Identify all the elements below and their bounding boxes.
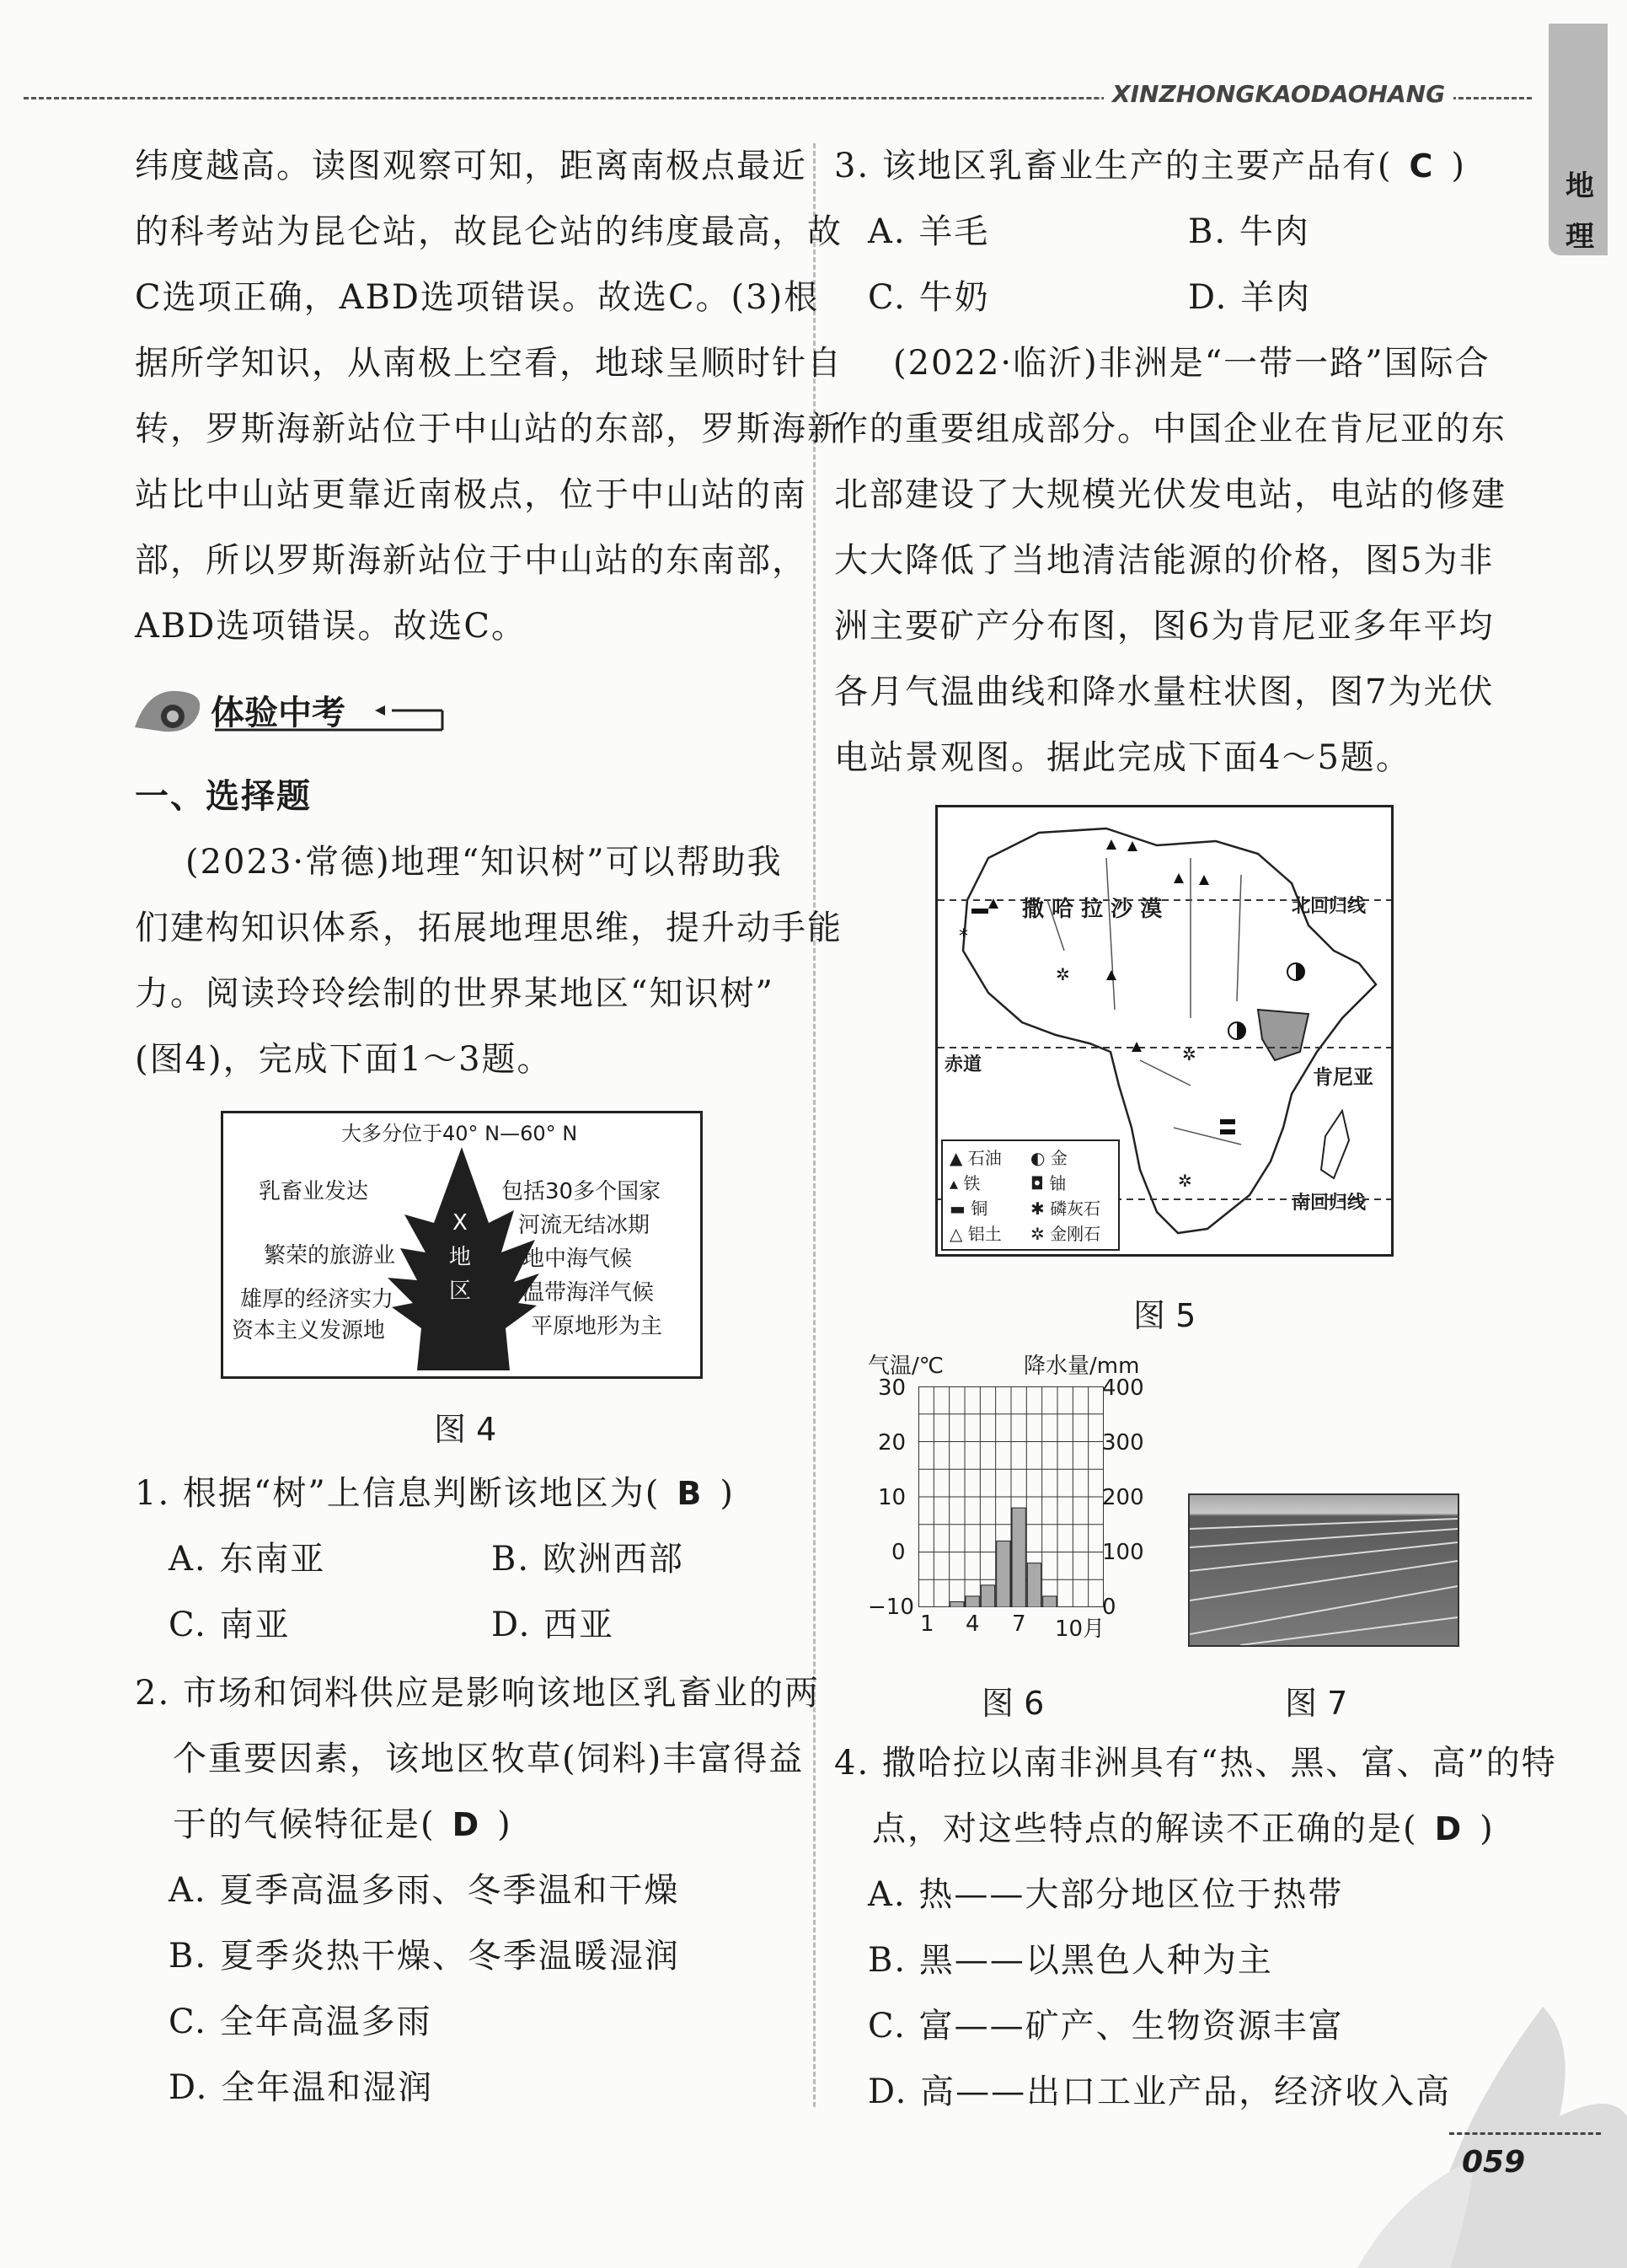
map-kenya-label: 肯尼亚 (1313, 1065, 1373, 1089)
footer-leaf-decoration (1324, 1990, 1627, 2268)
fig4-right-label: 河流无结冰期 (518, 1213, 650, 1238)
section-banner-title: 体验中考 (211, 694, 345, 732)
text-line: (图4)，完成下面1～3题。 (135, 1040, 553, 1079)
text-line: 洲主要矿产分布图，图6为肯尼亚多年平均 (834, 607, 1495, 646)
fig6-right-axis-title: 降水量/mm (1024, 1354, 1140, 1379)
fig6-right-tick: 200 (1102, 1485, 1144, 1510)
precip-bar (981, 1585, 994, 1607)
map-equator: 赤道 (945, 1054, 982, 1075)
svg-text:✲: ✲ (1182, 1044, 1196, 1064)
fig6-caption: 图 6 (982, 1685, 1045, 1722)
fig4-right-label: 平原地形为主 (531, 1314, 663, 1339)
q3-option: A. 羊毛 (868, 212, 990, 251)
text-line: 电站景观图。据此完成下面4～5题。 (834, 738, 1411, 777)
fig4-left-label: 雄厚的经济实力 (240, 1287, 394, 1312)
text-line: 大大降低了当地清洁能源的价格，图5为非 (834, 541, 1495, 580)
text-line: ABD选项错误。故选C。 (135, 607, 527, 646)
text-line: 作的重要组成部分。中国企业在肯尼亚的东 (834, 410, 1507, 448)
fig6-x-tick: 7 (1012, 1611, 1026, 1637)
fig6-climate-chart (868, 1348, 1171, 1642)
legend-gold: ◐ 金 (1030, 1148, 1068, 1168)
fig5-caption: 图 5 (1133, 1297, 1196, 1334)
q2-option: C. 全年高温多雨 (169, 2003, 432, 2041)
fig6-x-tick: 10月 (1055, 1617, 1105, 1642)
fig4-right-label: 包括30多个国家 (501, 1179, 661, 1204)
q2-stem-text: 于的气候特征是( (173, 1805, 436, 1844)
q1-option: B. 欧洲西部 (491, 1540, 684, 1579)
precip-bar (1012, 1508, 1025, 1607)
fig6-left-tick: 10 (878, 1485, 907, 1510)
section-banner (131, 681, 451, 740)
precip-bar (950, 1601, 964, 1607)
q3-option: D. 羊肉 (1188, 278, 1312, 317)
q1-stem-text: 1. 根据“树”上信息判断该地区为( (135, 1474, 661, 1513)
fig4-caption: 图 4 (434, 1411, 497, 1448)
text-line: 纬度越高。读图观察可知，距离南极点最近 (135, 147, 807, 185)
precip-bar (1027, 1563, 1041, 1607)
text-line: 们建构知识体系，拓展地理思维，提升动手能 (135, 909, 843, 947)
q2-stem-line: 2. 市场和饲料供应是影响该地区乳畜业的两 (135, 1674, 820, 1713)
fig4-top-label: 大多分位于40° N—60° N (341, 1122, 578, 1145)
q3-close: ) (1451, 147, 1466, 185)
q4-answer: D (1434, 1810, 1464, 1847)
text-line: 北部建设了大规模光伏发电站，电站的修建 (834, 475, 1507, 514)
fig6-left-tick: −10 (868, 1595, 914, 1620)
fig7-caption: 图 7 (1285, 1685, 1348, 1722)
q3-stem (834, 143, 1466, 189)
fig7-solar-photo (1188, 1493, 1459, 1647)
fig6-plot-area (918, 1386, 1104, 1607)
q1-option: D. 西亚 (491, 1606, 615, 1644)
legend-bauxite: △ 铝土 (950, 1224, 1002, 1244)
fig6-left-tick: 0 (891, 1540, 906, 1565)
q1-option: C. 南亚 (169, 1606, 291, 1644)
text-line: C选项正确，ABD选项错误。故选C。(3)根 (135, 278, 820, 317)
fig6-left-tick: 30 (878, 1375, 907, 1401)
q3-option: B. 牛肉 (1188, 212, 1310, 251)
legend-diamond: ✲ 金刚石 (1030, 1224, 1101, 1244)
map-tropic-south: 南回归线 (1292, 1193, 1367, 1214)
q4-stem-line: 4. 撒哈拉以南非洲具有“热、黑、富、高”的特 (834, 1744, 1557, 1783)
fig6-right-tick: 0 (1102, 1595, 1116, 1620)
q4-stem-text: 点，对这些特点的解读不正确的是( (872, 1810, 1418, 1848)
q4-close: ) (1480, 1810, 1495, 1848)
solar-panels-drawing (1190, 1495, 1458, 1645)
precip-bar (966, 1596, 979, 1607)
tab-char-2: 理 (1565, 220, 1594, 254)
q4-option: C. 富——矿产、生物资源丰富 (868, 2007, 1344, 2045)
q2-close: ) (497, 1805, 512, 1844)
fig4-left-label: 乳畜业发达 (259, 1179, 369, 1204)
fig4-right-label: 温带海洋气候 (522, 1280, 655, 1306)
q2-stem-line: 个重要因素，该地区牧草(饲料)丰富得益 (173, 1740, 805, 1778)
fig4-trunk-di: 地 (449, 1245, 472, 1270)
fig5-africa-map (935, 805, 1394, 1257)
tab-char-1: 地 (1565, 169, 1594, 203)
text-line: (2023·常德)地理“知识树”可以帮助我 (185, 843, 783, 882)
section-heading: 一、选择题 (135, 777, 312, 816)
text-line: 各月气温曲线和降水量柱状图，图7为光伏 (834, 673, 1495, 711)
q4-option: B. 黑——以黑色人种为主 (868, 1941, 1273, 1980)
q2-answer: D (452, 1806, 481, 1843)
footer-divider (1449, 2132, 1601, 2135)
text-line: (2022·临沂)非洲是“一带一路”国际合 (893, 344, 1491, 383)
fig4-trunk-x: X (452, 1210, 468, 1236)
text-line: 力。阅读玲玲绘制的世界某地区“知识树” (135, 974, 774, 1013)
svg-text:✲: ✲ (1178, 1171, 1192, 1191)
q3-answer: C (1409, 147, 1435, 185)
q1-close: ) (720, 1474, 735, 1513)
q4-option: A. 热——大部分地区位于热带 (868, 1875, 1344, 1914)
legend-iron: ▴ 铁 (950, 1173, 981, 1193)
q3-option: C. 牛奶 (868, 278, 990, 317)
q4-option: D. 高——出口工业产品，经济收入高 (868, 2072, 1452, 2111)
q2-option: B. 夏季炎热干燥、冬季温暖湿润 (169, 1937, 680, 1976)
text-line: 部，所以罗斯海新站位于中山站的东南部， (135, 541, 807, 580)
precip-bar (997, 1541, 1010, 1607)
page-number: 059 (1462, 2145, 1526, 2180)
fig4-knowledge-tree (221, 1111, 703, 1379)
map-sahara-label: 撒 哈 拉 沙 漠 (1022, 897, 1163, 922)
fig6-left-tick: 20 (878, 1430, 907, 1456)
map-tropic-north: 北回归线 (1292, 896, 1367, 917)
q2-option: A. 夏季高温多雨、冬季温和干燥 (169, 1871, 680, 1910)
fig4-trunk-qu: 区 (449, 1279, 472, 1304)
fig6-left-axis-title: 气温/℃ (868, 1354, 944, 1379)
text-line: 据所学知识，从南极上空看，地球呈顺时针自 (135, 344, 843, 383)
fig6-x-tick: 1 (920, 1611, 934, 1637)
legend-apatite: ✱ 磷灰石 (1030, 1198, 1101, 1219)
fig4-left-label: 繁荣的旅游业 (264, 1243, 396, 1268)
text-line: 的科考站为昆仑站，故昆仑站的纬度最高，故 (135, 212, 843, 251)
q1-option: A. 东南亚 (169, 1540, 326, 1579)
q1-stem (135, 1471, 735, 1516)
q2-option: D. 全年温和湿润 (169, 2068, 434, 2107)
svg-text:✲: ✲ (1056, 964, 1070, 984)
q3-stem-text: 3. 该地区乳畜业生产的主要产品有( (834, 147, 1393, 185)
fig6-right-tick: 100 (1102, 1540, 1144, 1565)
text-line: 站比中山站更靠近南极点，位于中山站的南 (135, 475, 807, 514)
legend-uranium: ◘ 铀 (1030, 1173, 1067, 1193)
q4-stem-last (872, 1806, 1495, 1852)
fig6-x-tick: 4 (966, 1611, 980, 1637)
text-line: 转，罗斯海新站位于中山站的东部，罗斯海新 (135, 410, 843, 448)
running-title: XINZHONGKAODAOHANG (1104, 80, 1453, 108)
precip-bar (1043, 1596, 1057, 1607)
legend-copper: ▬ 铜 (950, 1198, 988, 1219)
fig6-right-tick: 300 (1102, 1430, 1144, 1456)
fig6-right-tick: 400 (1102, 1375, 1144, 1401)
q1-answer: B (677, 1475, 704, 1512)
q2-stem-last (173, 1802, 512, 1847)
subject-tab (1549, 24, 1608, 255)
svg-text:*: * (959, 926, 968, 947)
fig4-left-label: 资本主义发源地 (232, 1318, 386, 1343)
fig4-right-label: 地中海气候 (522, 1247, 633, 1272)
legend-oil: ▲ 石油 (950, 1148, 1002, 1168)
africa-outline (938, 807, 1391, 1254)
